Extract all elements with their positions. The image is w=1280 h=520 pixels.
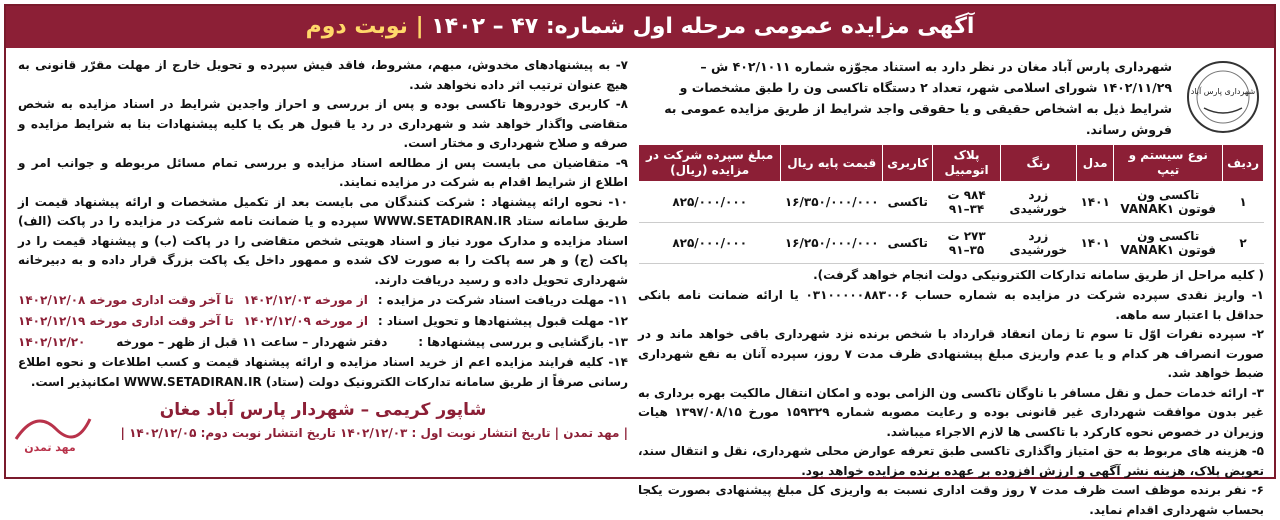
- th-row: ردیف: [1223, 145, 1264, 182]
- notice-title: [6, 6, 1274, 48]
- cell-base-price: ۱۶/۳۵۰/۰۰۰/۰۰۰: [781, 182, 883, 223]
- cell-row: ۱: [1223, 182, 1264, 223]
- title-badge: | نوبت دوم: [305, 14, 424, 39]
- deadline-label: ۱۲- مهلت قبول پیشنهادها و تحویل اسناد :: [377, 314, 628, 328]
- deadlines: [18, 290, 628, 353]
- cell-deposit: ۸۲۵/۰۰۰/۰۰۰: [639, 223, 781, 264]
- term-14-wrap: [18, 353, 628, 392]
- cell-plate: ۲۷۳ ت ۳۵–۹۱: [933, 223, 1000, 264]
- term-7: ۷- به پیشنهادهای مخدوش، مبهم، مشروط، فاقد فیش سپرده و تحویل خارج از مهلت مقرّر قانونی به هیچ عنوان ترتیب اثر داده نخواهد شد.: [18, 58, 628, 92]
- deadline-label: ۱۳- بازگشایی و بررسی پیشنهادها :: [418, 335, 628, 349]
- cell-row: ۲: [1223, 223, 1264, 264]
- th-model: مدل: [1076, 145, 1113, 182]
- terms-right: [638, 286, 1264, 520]
- cell-model: ۱۴۰۱: [1076, 223, 1113, 264]
- cell-type: تاکسی ون فوتون VANAK۱: [1114, 182, 1223, 223]
- term-3: ۳- ارائه خدمات حمل و نقل مسافر با ناوگان تاکسی ون الزامی بوده و امکان انتقال مالکیت بهره برداری به غیر بدون موافقت شهرداری غیر قانونی بوده و رعایت مصوبه شماره ۱۵۹۳۲۹ مورخ ۱۳۹۷/۰۸/۱۵ هیات وزیران در خصوص نحوه کارکرد با تاکسی ها لازم الاجراء میباشد.: [638, 385, 1264, 439]
- deadline-label: ۱۱- مهلت دریافت اسناد شرکت در مزایده :: [377, 293, 628, 307]
- table-row: [639, 182, 1264, 223]
- table-row: [639, 223, 1264, 264]
- right-column: [638, 56, 1264, 520]
- term-14: ۱۴- کلیه فرایند مزایده اعم از خرید اسناد مزایده و ارائه پیشنهاد قیمت و کسب اطلاعات و نحوه اطلاع رسانی صرفاً از طریق سامانه تدارکات الکترونیک دولت (ستاد) WWW.SETADIRAN.IR امکانپذیر است.: [18, 355, 628, 389]
- cell-usage: تاکسی: [883, 223, 933, 264]
- th-usage: کاربری: [883, 145, 933, 182]
- term-6: ۶- نفر برنده موظف است ظرف مدت ۷ روز وقت اداری نسبت به واریزی کل مبلغ پیشنهادی بصورت یکجا بحساب شهرداری اقدام نماید.: [638, 483, 1264, 517]
- th-base-price: قیمت پایه ریال: [781, 145, 883, 182]
- left-column: [18, 56, 628, 440]
- cell-plate: ۹۸۴ ت ۳۴–۹۱: [933, 182, 1000, 223]
- cell-base-price: ۱۶/۲۵۰/۰۰۰/۰۰۰: [781, 223, 883, 264]
- signature: شاپور کریمی – شهردار پارس آباد مغان: [159, 400, 487, 420]
- term-2: ۲- سپرده نفرات اوّل تا سوم تا زمان انعقاد قرارداد با شخص برنده نزد شهرداری باقی خواهد ماند و در صورت انصراف هر کدام و یا عدم واریزی مبلغ پیشنهادی ظرف مدت ۷ روز، سپرده آنان به نفع شهرداری ضبط خواهد شد.: [638, 327, 1264, 380]
- term-5: ۵- هزینه های مربوط به حق امتیاز واگذاری تاکسی طبق تعرفه عوارض محلی شهرداری، نقل و انتقال سند، تعویض پلاک، هزینه نشر آگهی و ارزش افزوده بر عهده برنده مزایده خواهد بود.: [638, 444, 1264, 478]
- table-header-row: [639, 145, 1264, 182]
- cell-color: زرد خورشیدی: [1000, 223, 1076, 264]
- th-color: رنگ: [1000, 145, 1076, 182]
- title-text: آگهی مزایده عمومی مرحله اول شماره: ۴۷ – ۱۴۰۲: [431, 14, 975, 39]
- publication-dates: | مهد تمدن | تاریخ انتشار نوبت اول : ۱۴۰۲/۱۲/۰۳ تاریخ انتشار نوبت دوم: ۱۴۰۲/۱۲/۰۵ |: [120, 426, 628, 440]
- deadline-from: از مورخه ۱۴۰۲/۱۲/۰۹: [243, 314, 369, 328]
- cell-color: زرد خورشیدی: [1000, 182, 1076, 223]
- terms-left: [18, 56, 628, 290]
- term-8: ۸- کاربری خودروها تاکسی بوده و پس از بررسی و احراز واجدین شرایط در اسناد مزایده به شخص متقاضی واگذار خواهد شد و شهرداری در رد یا قبول هر یک یا کلیه پیشنهادات بنا به شرایط مزایده و صرفه و صلاح شهرداری و مختار است.: [18, 97, 628, 150]
- cell-deposit: ۸۲۵/۰۰۰/۰۰۰: [639, 182, 781, 223]
- deadline-row: [18, 311, 628, 332]
- deadline-row: [18, 332, 628, 353]
- deadline-to: تا آخر وقت اداری مورخه ۱۴۰۲/۱۲/۰۸: [18, 293, 234, 307]
- th-deposit: مبلغ سپرده شرکت در مزایده (ریال): [639, 145, 781, 182]
- term-9: ۹- متقاضیان می بایست پس از مطالعه اسناد مزایده و بررسی تمام مسائل مربوطه و جوانب امر و اطلاع از شرایط اقدام به شرکت در مزایده نمایند.: [18, 155, 628, 189]
- cell-model: ۱۴۰۱: [1076, 182, 1113, 223]
- th-type: نوع سیستم و تیپ: [1114, 145, 1223, 182]
- deadline-row: [18, 290, 628, 311]
- term-10: ۱۰- نحوه ارائه پیشنهاد : شرکت کنندگان می بایست بعد از تکمیل مشخصات و ارائه پیشنهاد قیمت از طریق سامانه ستاد WWW.SETADIRAN.IR سپرده و یا ضمانت نامه شرکت در مزایده را در پاکت (الف) اسناد مزایده و مدارک مورد نیاز و اسناد هویتی شخص متقاضی را در پاکت (ب) و پیشنهاد قیمت را در پاکت (ج) و هر سه پاکت را به صورت لاک شده و ممهور داخل یک پاکت بزرگ قرار داده و به دبیرخانه شهرداری تحویل داده و رسید دریافت دارند.: [18, 194, 628, 287]
- municipality-logo: [1184, 58, 1262, 136]
- deadline-to: ۱۴۰۲/۱۲/۲۰: [18, 335, 86, 349]
- items-table: [638, 144, 1264, 264]
- cell-type: تاکسی ون فوتون VANAK۱: [1114, 223, 1223, 264]
- table-note: ( کلیه مراحل از طریق سامانه تدارکات الکترونیکی دولت انجام خواهد گرفت).: [813, 268, 1264, 282]
- deadline-to: تا آخر وقت اداری مورخه ۱۴۰۲/۱۲/۱۹: [18, 314, 234, 328]
- mahd-tamadon-logo: [6, 399, 94, 459]
- term-1: ۱- واریز نقدی سپرده شرکت در مزایده به شماره حساب ۰۳۱۰۰۰۰۰۸۸۳۰۰۶ یا ارائه ضمانت نامه بانکی حداقل با اعتبار سه ماهه.: [638, 288, 1264, 322]
- intro-text: شهرداری پارس آباد مغان در نظر دارد به استناد مجوّزه شماره ۴۰۲/۱۰۱۱ ش – ۱۴۰۲/۱۱/۲۹ شورای اسلامی شهر، تعداد ۲ دستگاه تاکسی ون را طبق مشخصات و شرایط ذیل به اشخاص حقیقی و یا حقوقی واجد شرایط از طریق مزایده عمومی به فروش رساند.: [664, 59, 1172, 137]
- cell-usage: تاکسی: [883, 182, 933, 223]
- deadline-from: دفتر شهردار – ساعت ۱۱ قبل از ظهر – مورخه: [116, 335, 388, 349]
- watermark-text: مهد تمدن: [24, 441, 76, 454]
- notice-frame: [4, 4, 1276, 517]
- deadline-from: از مورخه ۱۴۰۲/۱۲/۰۳: [243, 293, 368, 307]
- logo-text: شهرداری پارس آباد: [1190, 87, 1256, 96]
- th-plate: پلاک اتومبیل: [933, 145, 1000, 182]
